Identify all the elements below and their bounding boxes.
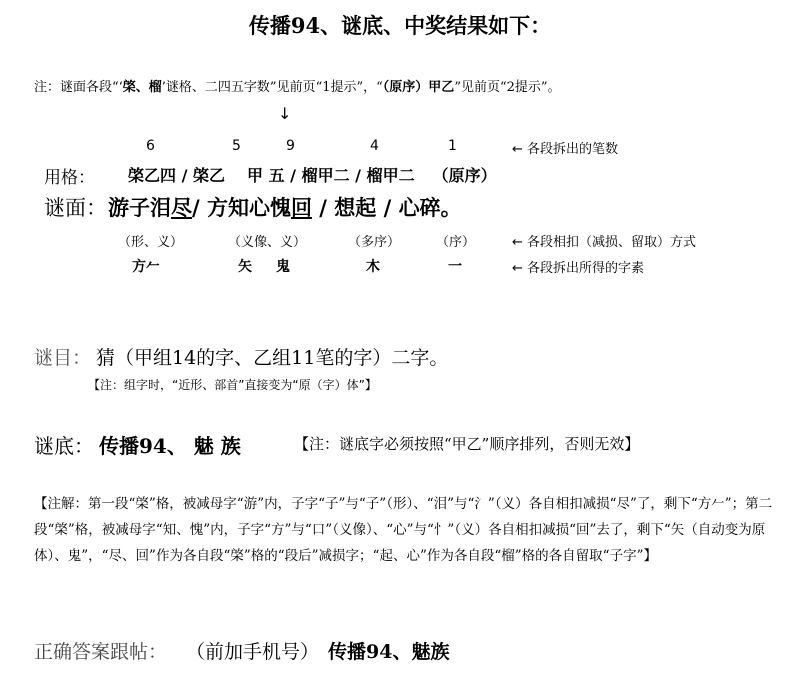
element-char: 方𠂉	[132, 259, 160, 275]
final-label: 正确答案跟帖：	[34, 641, 168, 663]
mimu-note: 【注：组字时，“近形、部首”直接变为“原（字）体”】	[88, 378, 377, 392]
mimian-label: 谜面：	[44, 196, 107, 220]
midi-label: 谜底：	[34, 434, 94, 458]
mimu-text: 猜（甲组14的字、乙组11笔的字）二字。	[96, 347, 449, 369]
methods-note: ← 各段相扣（减损、留取）方式	[512, 235, 697, 250]
strokes-note: ← 各段拆出的笔数	[512, 142, 619, 157]
geyong-seg: 甲 五	[247, 166, 285, 185]
geyong-seg: （原序）	[432, 166, 497, 185]
explanation-paragraph: 【注解：第一段“棨”格，被减母字“游”内，子字“子”与“子”（形）、“泪”与“氵”（义）各自相扣减损“尽”了，剩下“方𠂉”；第二段“棨”格，被减母字“知、愧”内，子字“方”与“口”（义像）、“心”与“忄”（义）各自相扣减损“回”去了，剩下“矢（自动变为原体）、鬼”，“尽、回”作为各自段“棨”格的“段后”减损字；“起、心”作为各自段“榴”格的各自留取“子字”】	[34, 496, 773, 564]
geyong-seg: 棨乙四	[128, 166, 177, 185]
geyong-sep: /	[176, 166, 193, 185]
geyong-seg: 榴甲二	[366, 166, 415, 185]
mimu-label: 谜目：	[34, 347, 92, 369]
intro-note-part5: ”见前页“2提示”。	[454, 80, 561, 95]
method-label: （形、义）	[118, 235, 184, 250]
mimian-text: 游子泪尽/ 方知心愧回 / 想起 / 心碎。	[108, 195, 462, 220]
method-label: （序）	[436, 235, 476, 250]
underlined-char: 尽	[171, 195, 192, 220]
geyong-label: 用格：	[44, 168, 95, 188]
midi-note: 【注：谜底字必须按照“甲乙”顺序排列，否则无效】	[294, 435, 640, 453]
method-label: （多序）	[348, 235, 401, 250]
elements-note: ← 各段拆出所得的字素	[512, 261, 645, 276]
stroke-count: 1	[448, 138, 457, 154]
stroke-count: 4	[370, 138, 379, 154]
intro-note-part2: 棨、榴	[122, 80, 162, 95]
stroke-count: 6	[146, 138, 155, 154]
element-char: 木	[366, 259, 380, 275]
stroke-count: 9	[286, 138, 295, 154]
midi-answer: 传播94、 魅 族	[99, 434, 241, 458]
page-title: 传播94、谜底、中奖结果如下：	[248, 13, 552, 38]
stroke-count: 5	[232, 138, 241, 154]
down-arrow-icon: ↓	[278, 104, 292, 123]
method-label: （义像、义）	[228, 235, 307, 250]
element-char: 矢	[238, 259, 252, 275]
final-prefix: （前加手机号）	[186, 641, 320, 663]
element-char: 一	[448, 259, 462, 275]
final-answer: 传播94、魅族	[328, 641, 450, 663]
intro-note-part3: ’谜格、二四五字数”见前页“1提示”，“	[161, 80, 383, 95]
intro-note-part1: 注：谜面各段“‘	[34, 80, 123, 95]
geyong-formats	[128, 163, 497, 186]
geyong-seg: 棨乙	[193, 166, 226, 185]
underlined-char: 回	[290, 195, 312, 220]
element-char: 鬼	[276, 259, 290, 275]
geyong-sep: /	[349, 166, 367, 185]
intro-note-part4: （原序）甲乙	[382, 80, 455, 95]
geyong-seg: 榴甲二	[301, 166, 350, 185]
intro-note	[34, 76, 561, 95]
geyong-sep: /	[284, 166, 302, 185]
